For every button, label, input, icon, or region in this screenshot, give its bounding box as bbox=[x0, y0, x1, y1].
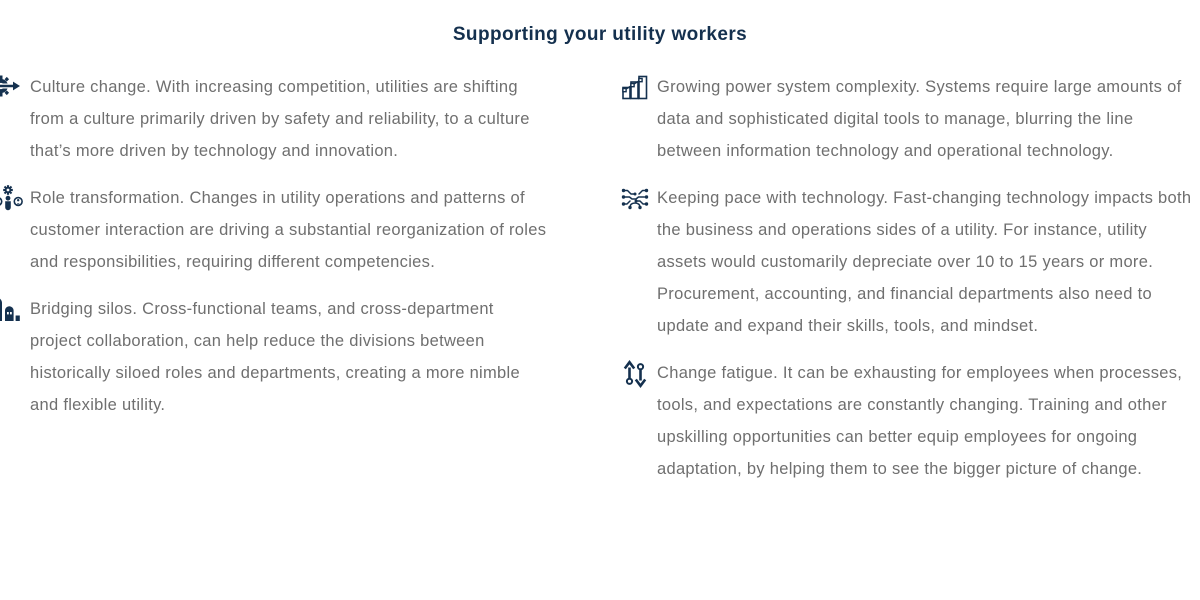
silos-icon bbox=[0, 295, 23, 325]
gear-arrow-icon bbox=[0, 73, 23, 103]
swap-arrows-icon bbox=[620, 359, 650, 389]
list-item-text: Role transformation. Changes in utility operations and patterns of customer interaction are driving a substantial reorganization of roles and responsibilities, requiring different competencies. bbox=[30, 189, 547, 271]
list-item-culture-change bbox=[0, 71, 608, 167]
complexity-chart-icon bbox=[620, 73, 650, 103]
list-item-text: Culture change. With increasing competition, utilities are shifting from a culture primarily driven by safety and reliability, to a culture that’s more driven by technology and innovation. bbox=[30, 78, 530, 160]
list-item-role-transformation bbox=[0, 182, 608, 278]
right-column bbox=[608, 71, 1200, 500]
person-gears-icon bbox=[0, 184, 23, 214]
page-title: Supporting your utility workers bbox=[452, 24, 748, 45]
list-item-text: Change fatigue. It can be exhausting for employees when processes, tools, and expectations are constantly changing. Training and other upskilling opportunities can better equip employees for ongoing adaptation, by helping them to see the bigger picture of change. bbox=[657, 364, 1183, 478]
list-item-text: Keeping pace with technology. Fast-changing technology impacts both the business and operations sides of a utility. For instance, utility assets would customarily depreciate over 10 to 15 years or more. Procurement, accounting, and financial departments also need to update and expand their skills, tools, and mindset. bbox=[657, 189, 1192, 335]
list-item-keeping-pace bbox=[620, 182, 1200, 342]
list-item-power-system-complexity bbox=[620, 71, 1200, 167]
list-item-change-fatigue bbox=[620, 357, 1200, 485]
two-column-layout bbox=[0, 71, 1200, 500]
circuit-icon bbox=[620, 184, 650, 214]
list-item-text: Bridging silos. Cross-functional teams, and cross-department project collaboration, can help reduce the divisions between historically siloed roles and departments, creating a more nimble and flexible utility. bbox=[30, 300, 520, 414]
list-item-bridging-silos bbox=[0, 293, 608, 421]
list-item-text: Growing power system complexity. Systems require large amounts of data and sophisticated digital tools to manage, blurring the line between information technology and operational technology. bbox=[657, 78, 1182, 160]
left-column bbox=[0, 71, 608, 500]
